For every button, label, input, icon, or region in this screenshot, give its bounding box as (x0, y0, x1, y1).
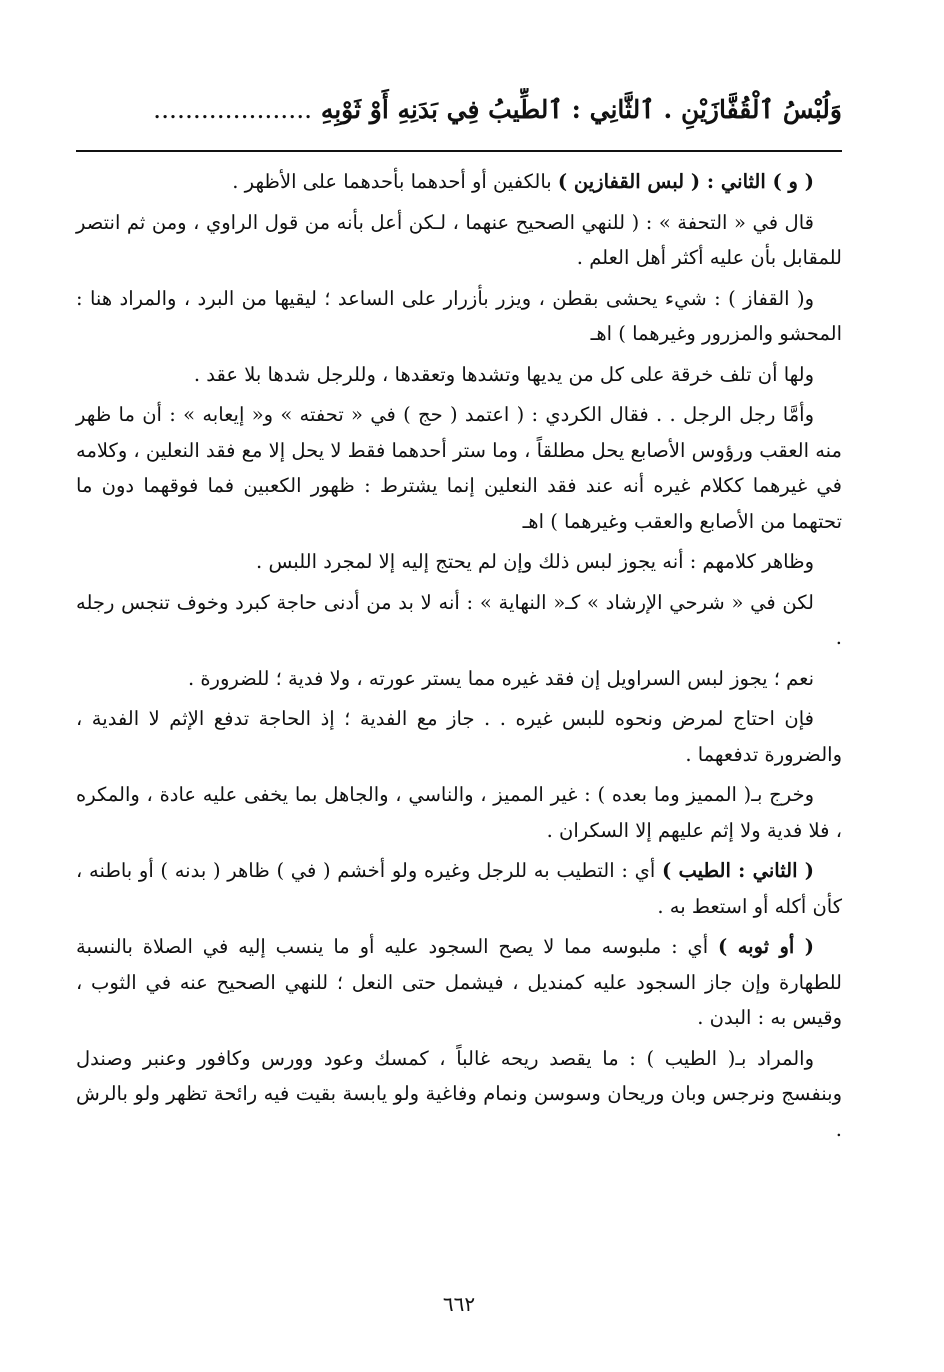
paragraph-text: ولها أن تلف خرقة على كل من يديها وتشدها وتعقدها ، وللرجل شدها بلا عقد . (193, 362, 814, 386)
paragraph-text: قال في « التحفة » : ( للنهي الصحيح عنهما ، لـكن أعل بأنه من قول الراوي ، ومن ثم انتصر للمقابل بأن عليه أكثر أهل العلم . (76, 210, 842, 269)
paragraph-3 (76, 281, 842, 352)
paragraph-lead: ( الثاني : الطيب ) (661, 859, 814, 882)
paragraph-lead: ( و ) الثاني : ( لبس القفازين ) (557, 170, 814, 193)
running-header (76, 88, 842, 132)
header-title: وَلُبْسُ ٱلْقُفَّازَيْنِ . ٱلثَّانِي : ٱلطِّيبُ فِي بَدَنِهِ أَوْ ثَوْبِهِ (320, 95, 842, 124)
paragraph-text: فإن احتاج لمرض ونحوه للبس غيره . . جاز مع الفدية ؛ إذ الحاجة تدفع الإثم لا الفدية ، والضرورة تدفعهما . (76, 707, 842, 766)
header-rule (76, 150, 842, 152)
paragraph-5 (76, 397, 842, 539)
paragraph-lead: ( أو ثوبه ) (718, 935, 814, 958)
paragraph-text: لكن في « شرحي الإرشاد » كـ« النهاية » : أنه لا بد من أدنى حاجة كبرد وخوف تنجس رجله . (76, 590, 842, 649)
paragraph-text: وظاهر كلامهم : أنه يجوز لبس ذلك وإن لم يحتج إليه إلا لمجرد اللبس . (256, 550, 814, 573)
paragraph-8 (76, 661, 842, 697)
paragraph-text: نعم ؛ يجوز لبس السراويل إن فقد غيره مما يستر عورته ، ولا فدية ؛ للضرورة . (187, 666, 814, 690)
paragraph-text: وأمَّا رجل الرجل . . فقال الكردي : ( اعتمد ( حج ) في « تحفته » و« إيعابه » : أن ما ظهر منه العقب ورؤوس الأصابع يحل مطلقاً ، وما ستر أحدهما فقط لا يحل إلا مع فقد النعلين ، وكلامه في غيرهما ككلام غيره أنه عند فقد النعلين إنما يشترط : ظهور الكعبين فما فوقهما دون ما تحتهما من الأصابع والعقب وغيرهما ) اهـ (76, 403, 842, 533)
paragraph-text: أي : التطيب به للرجل وغيره ولو أخشم ( في ) ظاهر ( بدنه ) أو باطنه ، كأن أكله أو استعط به . (76, 859, 842, 918)
paragraph-7 (76, 585, 842, 656)
paragraph-text: بالكفين أو أحدهما بأحدهما على الأظهر . (232, 170, 558, 193)
paragraph-9 (76, 701, 842, 772)
paragraph-text: وخرج بـ( المميز وما بعده ) : غير المميز ، والناسي ، والجاهل بما يخفى عليه عادة ، والمكره ، فلا فدية ولا إثم عليهم إلا السكران . (76, 783, 842, 842)
book-page (76, 0, 842, 1372)
page-number: ٦٦٢ (442, 1292, 476, 1316)
paragraph-12 (76, 929, 842, 1036)
paragraph-10 (76, 777, 842, 848)
paragraph-11 (76, 853, 842, 924)
paragraph-2 (76, 205, 842, 276)
paragraph-text: والمراد بـ( الطيب ) : ما يقصد ريحه غالباً ، كمسك وعود وورس وكافور وعنبر وصندل وبنفسج ونرجس وبان وريحان وسوسن ونمام وفاغية ولو يابسة بقيت فيه رائحة تظهر ولو بالرش . (76, 1046, 842, 1141)
paragraph-text: أي : ملبوسه مما لا يصح السجود عليه أو ما ينسب إليه في الصلاة بالنسبة للطهارة وإن جاز السجود عليه كمنديل ، فيشمل حتى النعل ؛ للنهي الصحيح عنه في الثوب ، وقيس به : البدن . (76, 935, 842, 1029)
page-body (76, 164, 842, 1152)
paragraph-1 (76, 164, 842, 200)
header-dots: .................... (153, 95, 313, 124)
paragraph-text: و( القفاز ) : شيء يحشى بقطن ، ويزر بأزرار على الساعد ؛ ليقيها من البرد ، والمراد هنا : المحشو والمزرور وغيرهما ) اهـ (76, 286, 842, 345)
paragraph-6 (76, 544, 842, 580)
paragraph-13 (76, 1041, 842, 1148)
paragraph-4 (76, 357, 842, 393)
